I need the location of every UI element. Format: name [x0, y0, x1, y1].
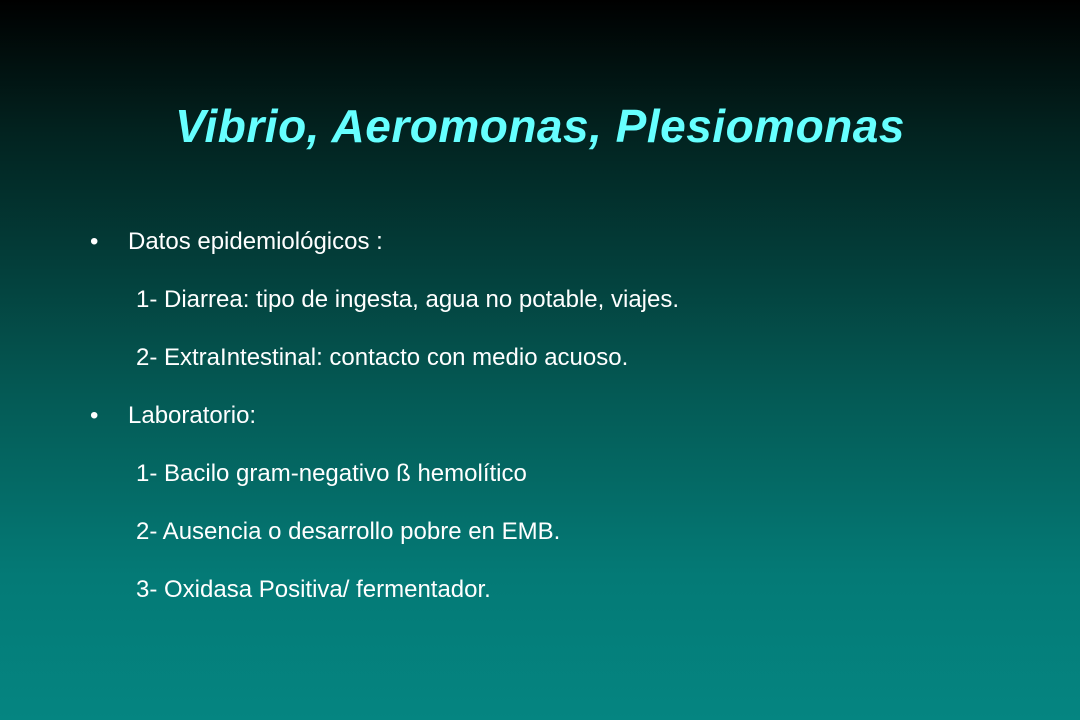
bullet-text: Datos epidemiológicos :	[128, 228, 383, 255]
sub-item: 1- Diarrea: tipo de ingesta, agua no potable, viajes.	[136, 286, 680, 313]
bullet-item-epidemiology	[90, 222, 1030, 280]
slide-title: Vibrio, Aeromonas, Plesiomonas	[175, 100, 905, 152]
sub-item: 2- Ausencia o desarrollo pobre en EMB.	[136, 518, 561, 545]
sub-item: 2- ExtraIntestinal: contacto con medio acuoso.	[136, 344, 629, 371]
bullet-item-laboratory	[90, 396, 1030, 454]
sub-item: 3- Oxidasa Positiva/ fermentador.	[136, 576, 491, 603]
slide-content	[90, 222, 1030, 628]
bullet-icon: •	[90, 228, 99, 255]
bullet-icon: •	[90, 402, 99, 429]
sub-item: 1- Bacilo gram-negativo ß hemolítico	[136, 460, 527, 487]
bullet-text: Laboratorio:	[128, 402, 257, 429]
